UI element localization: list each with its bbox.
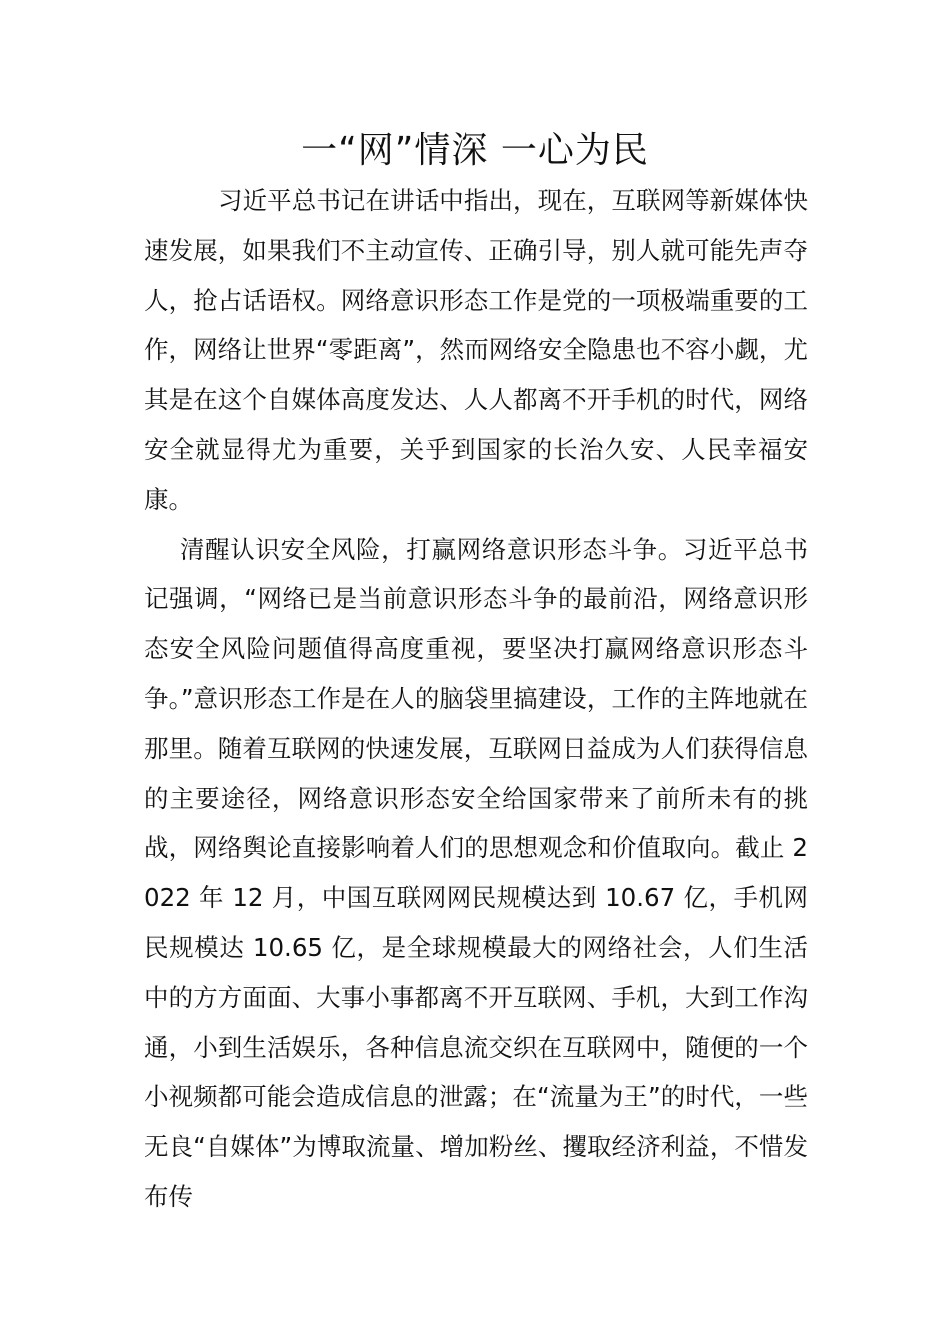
paragraph-1: 习近平总书记在讲话中指出，现在，互联网等新媒体快速发展，如果我们不主动宣传、正确引导，别人就可能先声夺人，抢占话语权。网络意识形态工作是党的一项极端重要的工作，网络让世界“零距离”，然而网络安全隐患也不容小觑，尤其是在这个自媒体高度发达、人人都离不开手机的时代，网络安全就显得尤为重要，关乎到国家的长治久安、人民幸福安康。 bbox=[144, 186, 808, 514]
document-title: 一“网”情深 一心为民 bbox=[301, 130, 649, 171]
document-body bbox=[144, 176, 808, 1222]
paragraph-2: 清醒认识安全风险，打赢网络意识形态斗争。习近平总书记强调，“网络已是当前意识形态斗争的最前沿，网络意识形态安全风险问题值得高度重视，要坚决打赢网络意识形态斗争。”意识形态工作是在人的脑袋里搞建设，工作的主阵地就在那里。随着互联网的快速发展，互联网日益成为人们获得信息的主要途径，网络意识形态安全给国家带来了前所未有的挑战，网络舆论直接影响着人们的思想观念和价值取向。截止 2022 年 12 月，中国互联网网民规模达到 10.67 亿，手机网民规模达 10.65 亿，是全球规模最大的网络社会，人们生活中的方方面面、大事小事都离不开互联网、手机，大到工作沟通，小到生活娱乐，各种信息流交织在互联网中，随便的一个小视频都可能会造成信息的泄露；在“流量为王”的时代，一些无良“自媒体”为博取流量、增加粉丝、攫取经济利益，不惜发布传 bbox=[144, 534, 808, 1211]
